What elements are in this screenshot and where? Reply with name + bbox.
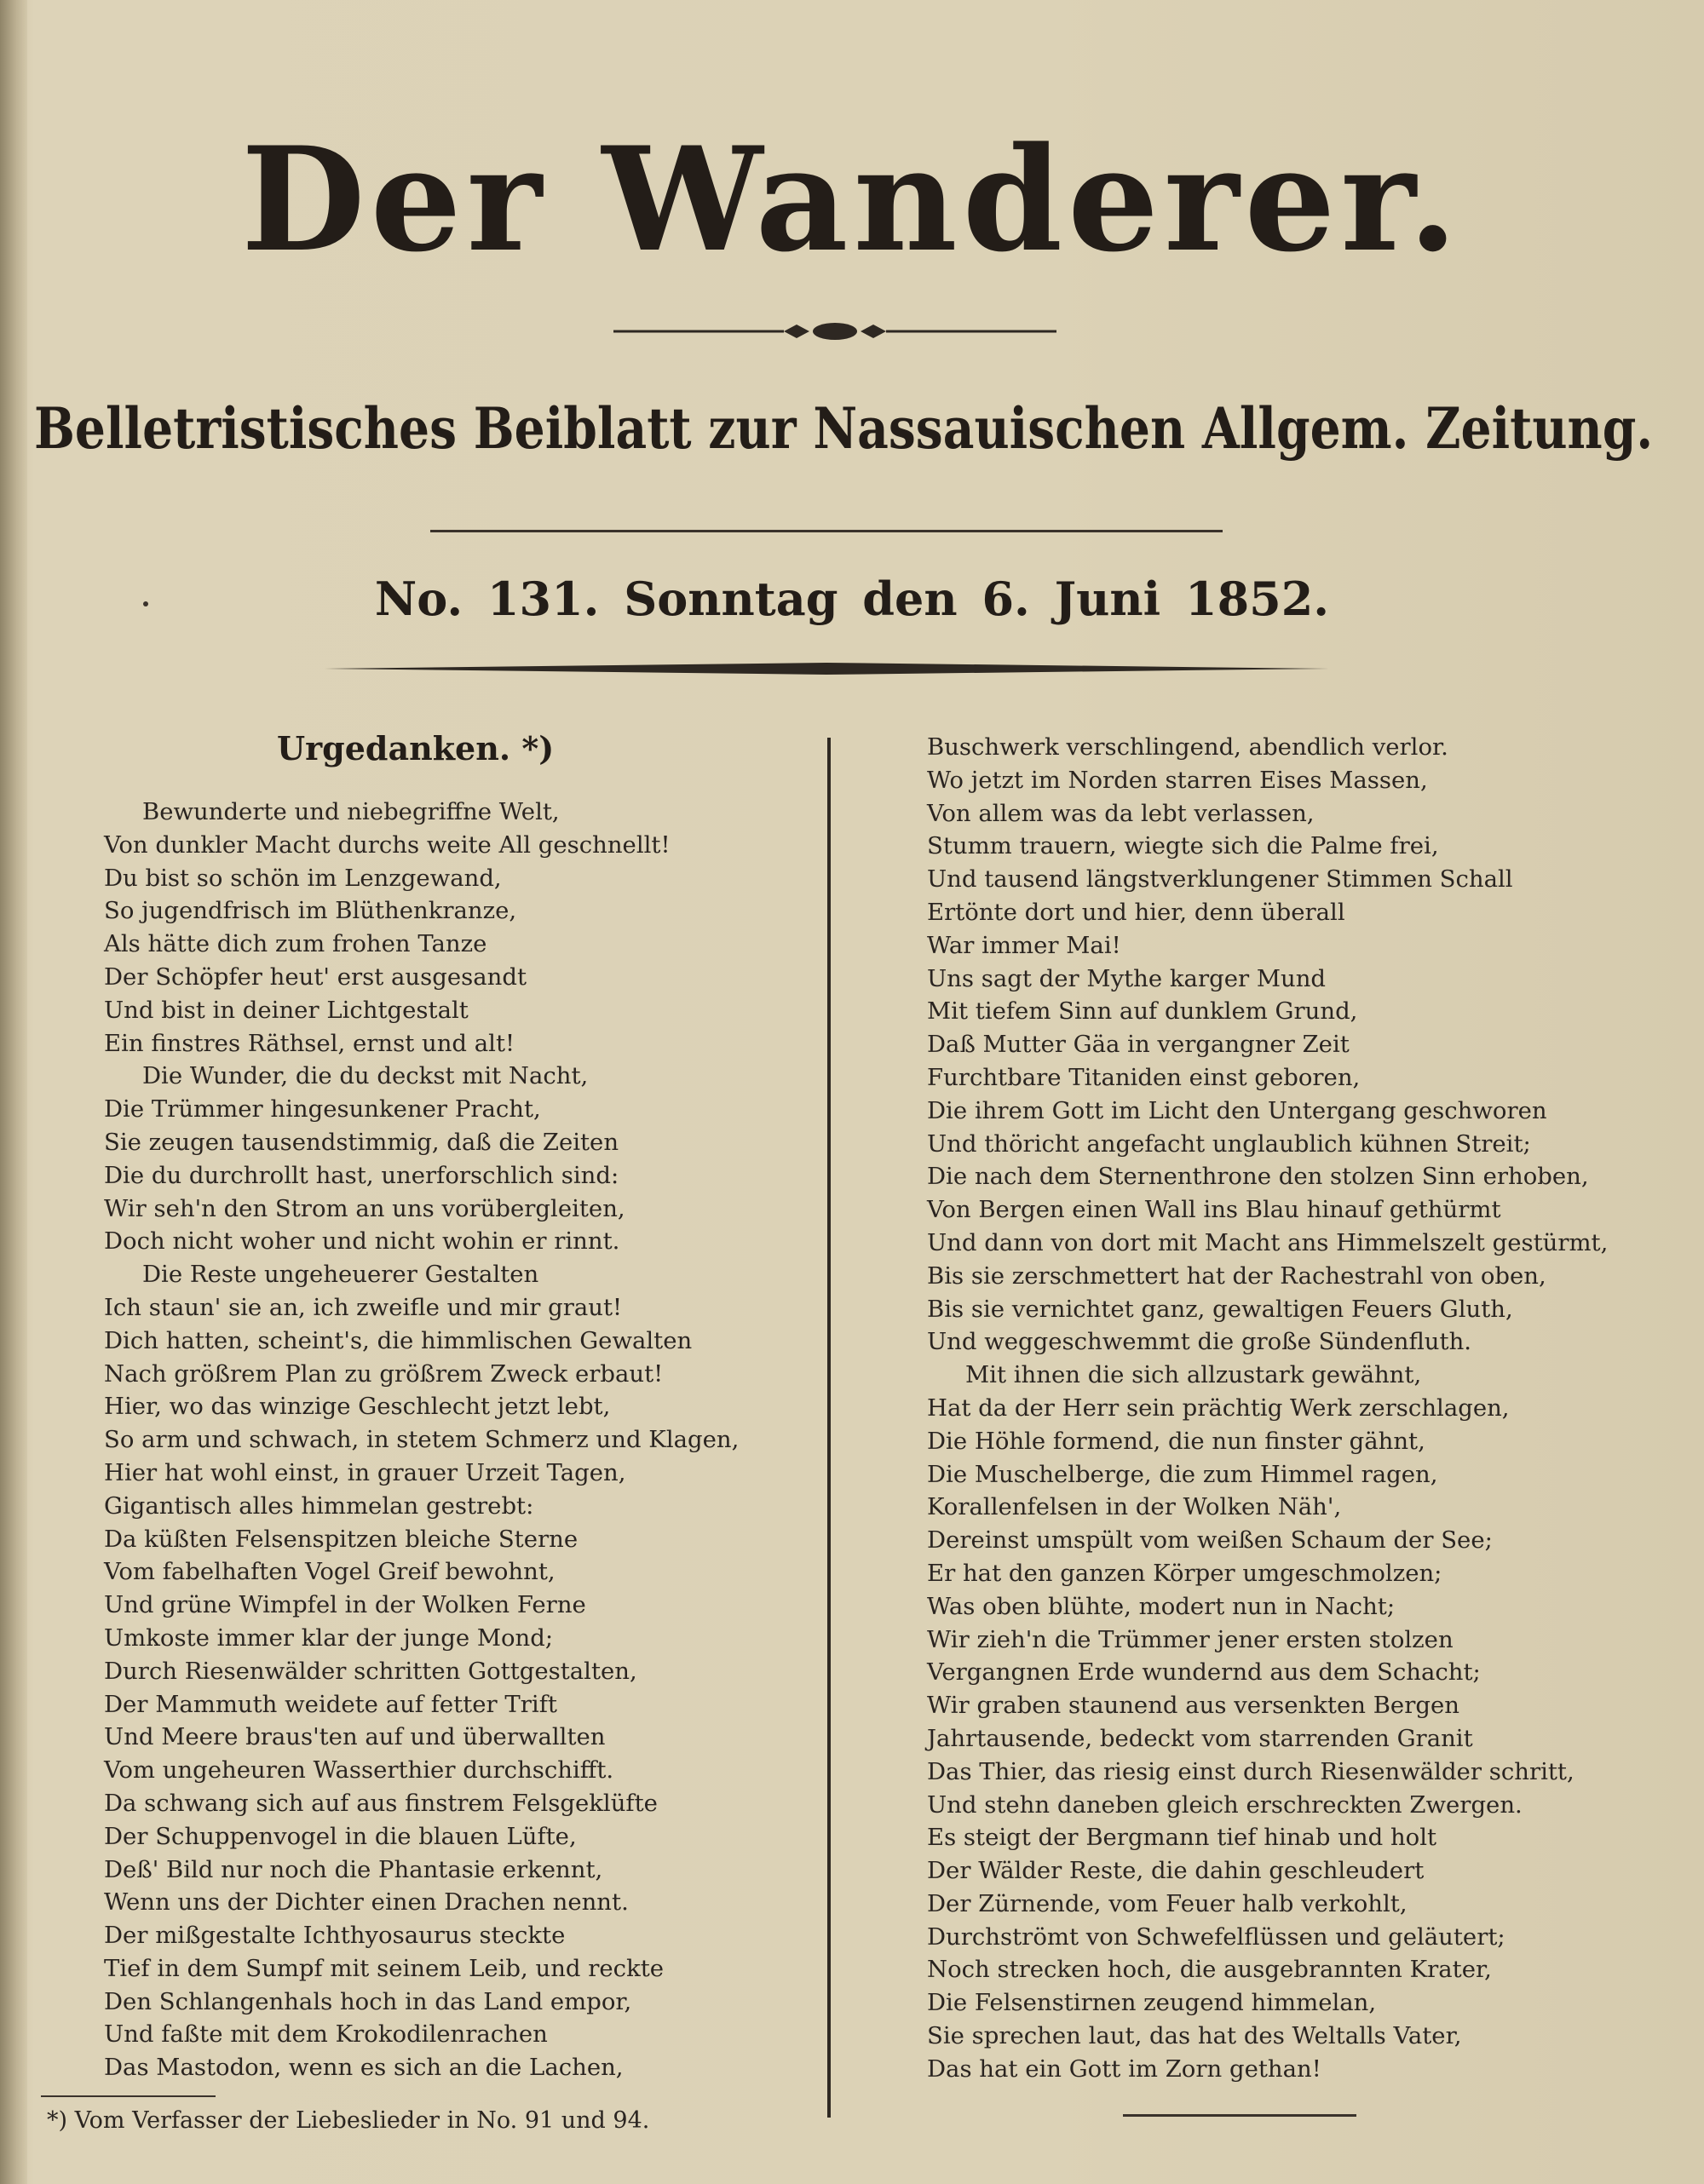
poem-line: Und faßte mit dem Krokodilenrachen <box>104 2020 548 2049</box>
poem-line: Wo jetzt im Norden starren Eises Massen, <box>927 766 1428 794</box>
poem-line: Vergangnen Erde wundernd aus dem Schacht; <box>927 1658 1481 1687</box>
poem-line: Mit ihnen die sich allzustark gewähnt, <box>965 1361 1422 1389</box>
poem-line: Vom ungeheuren Wasserthier durchschifft. <box>104 1756 614 1785</box>
poem-line: Nach größrem Plan zu größrem Zweck erbaut! <box>104 1359 664 1388</box>
column-rule <box>827 738 831 2118</box>
poem-line: Da küßten Felsenspitzen bleiche Sterne <box>104 1525 579 1553</box>
poem-line: Die du durchrollt hast, unerforschlich sind: <box>104 1161 619 1189</box>
poem-line: Daß Mutter Gäa in vergangner Zeit <box>927 1031 1350 1059</box>
poem-line: So arm und schwach, in stetem Schmerz und Klagen, <box>104 1426 740 1454</box>
poem-line: Die Felsenstirnen zeugend himmelan, <box>927 1989 1377 2017</box>
poem-line: Der Schöpfer heut' erst ausgesandt <box>104 963 527 991</box>
poem-line: Von allem was da lebt verlassen, <box>927 799 1315 827</box>
poem-line: Umkoste immer klar der junge Mond; <box>104 1624 554 1652</box>
poem-line: Ich staun' sie an, ich zweifle und mir graut! <box>104 1293 623 1321</box>
poem-line: Buschwerk verschlingend, abendlich verlor. <box>927 733 1448 761</box>
poem-line: Doch nicht woher und nicht wohin er rinnt. <box>104 1227 620 1256</box>
poem-line: Wir graben staunend aus versenkten Bergen <box>927 1692 1459 1720</box>
poem-line: Ein finstres Räthsel, ernst und alt! <box>104 1029 515 1057</box>
footnote-rule <box>41 2095 216 2097</box>
poem-line: Noch strecken hoch, die ausgebrannten Krater, <box>927 1956 1492 1984</box>
poem-line: Er hat den ganzen Körper umgeschmolzen; <box>927 1559 1442 1587</box>
rule-divider <box>430 530 1223 532</box>
dot-mark <box>143 601 148 606</box>
poem-line: Und weggeschwemmt die große Sündenfluth. <box>927 1328 1472 1356</box>
poem-line: Und stehn daneben gleich erschreckten Zwergen. <box>927 1790 1523 1819</box>
poem-line: Tief in dem Sumpf mit seinem Leib, und reckte <box>104 1954 665 1982</box>
poem-line: Hat da der Herr sein prächtig Werk zerschlagen, <box>927 1394 1510 1422</box>
poem-line: Das hat ein Gott im Zorn gethan! <box>927 2055 1321 2083</box>
poem-line: Das Thier, das riesig einst durch Riesenwälder schritt, <box>927 1757 1574 1785</box>
poem-line: Die Wunder, die du deckst mit Nacht, <box>142 1062 589 1090</box>
poem-line: Uns sagt der Mythe karger Mund <box>927 964 1327 992</box>
poem-line: Und tausend längstverklungener Stimmen Schall <box>927 865 1513 894</box>
poem-line: Die Trümmer hingesunkener Pracht, <box>104 1095 541 1124</box>
poem-line: Die Höhle formend, die nun finster gähnt, <box>927 1427 1425 1455</box>
poem-line: Wenn uns der Dichter einen Drachen nennt. <box>104 1888 629 1917</box>
poem-line: Es steigt der Bergmann tief hinab und holt <box>927 1824 1437 1852</box>
poem-line: So jugendfrisch im Blüthenkranze, <box>104 897 517 925</box>
poem-line: Die ihrem Gott im Licht den Untergang geschworen <box>927 1096 1547 1124</box>
poem-line: Die Muschelberge, die zum Himmel ragen, <box>927 1460 1438 1488</box>
masthead-title: Der Wanderer. <box>241 115 1463 284</box>
poem-line: Stumm trauern, wiegte sich die Palme frei, <box>927 832 1439 860</box>
poem-line: Furchtbare Titaniden einst geboren, <box>927 1063 1361 1091</box>
poem-line: Bis sie vernichtet ganz, gewaltigen Feuers Gluth, <box>927 1295 1513 1323</box>
poem-line: War immer Mai! <box>927 931 1121 959</box>
poem-line: Sie sprechen laut, das hat des Weltalls Vater, <box>927 2022 1462 2050</box>
poem-line: Korallenfelsen in der Wolken Näh', <box>927 1493 1342 1521</box>
poem-column-right <box>927 731 1608 2086</box>
poem-line: Dereinst umspült vom weißen Schaum der See; <box>927 1526 1493 1555</box>
poem-line: Vom fabelhaften Vogel Greif bewohnt, <box>104 1558 556 1586</box>
poem-line: Hier hat wohl einst, in grauer Urzeit Tagen, <box>104 1458 626 1486</box>
poem-line: Der Wälder Reste, die dahin geschleudert <box>927 1857 1425 1885</box>
issue-text: No. 131. Sonntag den 6. Juni 1852. <box>374 572 1330 626</box>
poem-line: Die Reste ungeheuerer Gestalten <box>142 1261 539 1289</box>
poem-line: Jahrtausende, bedeckt vom starrenden Granit <box>927 1724 1473 1752</box>
poem-line: Von dunkler Macht durchs weite All geschnellt! <box>104 830 671 859</box>
poem-line: Bewunderte und niebegriffne Welt, <box>142 798 560 825</box>
poem-heading: Urgedanken. *) <box>277 729 555 767</box>
poem-line: Was oben blühte, modert nun in Nacht; <box>927 1592 1396 1620</box>
issue-line <box>0 572 1704 626</box>
poem-line: Wir zieh'n die Trümmer jener ersten stolzen <box>927 1625 1454 1653</box>
poem-line: Von Bergen einen Wall ins Blau hinauf gethürmt <box>927 1196 1501 1224</box>
tapered-rule <box>324 663 1329 675</box>
poem-line: Und dann von dort mit Macht ans Himmelszelt gestürmt, <box>927 1228 1609 1256</box>
poem-line: Bis sie zerschmettert hat der Rachestrahl von oben, <box>927 1262 1546 1290</box>
ornament-divider <box>613 317 1056 346</box>
poem-line: Da schwang sich auf aus finstrem Felsgeklüfte <box>104 1789 658 1817</box>
poem-line: Den Schlangenhals hoch in das Land empor, <box>104 1987 632 2015</box>
poem-line: Du bist so schön im Lenzgewand, <box>104 864 502 892</box>
poem-line: Dich hatten, scheint's, die himmlischen Gewalten <box>104 1326 693 1354</box>
footnote: *) Vom Verfasser der Liebeslieder in No. 91 und 94. <box>47 2107 650 2134</box>
end-rule <box>1123 2114 1356 2117</box>
poem-line: Deß' Bild nur noch die Phantasie erkennt, <box>104 1855 603 1883</box>
poem-line: Der Mammuth weidete auf fetter Trift <box>104 1690 557 1718</box>
poem-line: Durch Riesenwälder schritten Gottgestalten, <box>104 1657 637 1685</box>
poem-column-left <box>104 796 739 2084</box>
poem-line: Durchströmt von Schwefelflüssen und geläutert; <box>927 1922 1505 1951</box>
poem-line: Mit tiefem Sinn auf dunklem Grund, <box>927 997 1358 1026</box>
poem-line: Das Mastodon, wenn es sich an die Lachen, <box>104 2054 624 2082</box>
poem-line: Der Schuppenvogel in die blauen Lüfte, <box>104 1822 577 1850</box>
poem-line: Und Meere braus'ten auf und überwallten <box>104 1723 606 1751</box>
poem-line: Als hätte dich zum frohen Tanze <box>104 930 487 958</box>
poem-line: Und thöricht angefacht unglaublich kühnen Streit; <box>927 1129 1531 1158</box>
poem-line: Wir seh'n den Strom an uns vorübergleiten, <box>104 1194 625 1222</box>
poem-line: Und bist in deiner Lichtgestalt <box>104 996 469 1024</box>
poem-line: Der Zürnende, vom Feuer halb verkohlt, <box>927 1889 1408 1917</box>
poem-line: Hier, wo das winzige Geschlecht jetzt lebt, <box>104 1393 611 1421</box>
poem-line: Die nach dem Sternenthrone den stolzen Sinn erhoben, <box>927 1163 1589 1191</box>
poem-line: Sie zeugen tausendstimmig, daß die Zeiten <box>104 1128 619 1156</box>
binding-spine <box>0 0 27 2184</box>
poem-line: Ertönte dort und hier, denn überall <box>927 898 1345 926</box>
poem-line: Der mißgestalte Ichthyosaurus steckte <box>104 1922 566 1950</box>
masthead-subtitle: Belletristisches Beiblatt zur Nassauischen Allgem. Zeitung. <box>34 395 1654 462</box>
poem-line: Gigantisch alles himmelan gestrebt: <box>104 1491 534 1520</box>
poem-line: Und grüne Wimpfel in der Wolken Ferne <box>104 1591 586 1619</box>
